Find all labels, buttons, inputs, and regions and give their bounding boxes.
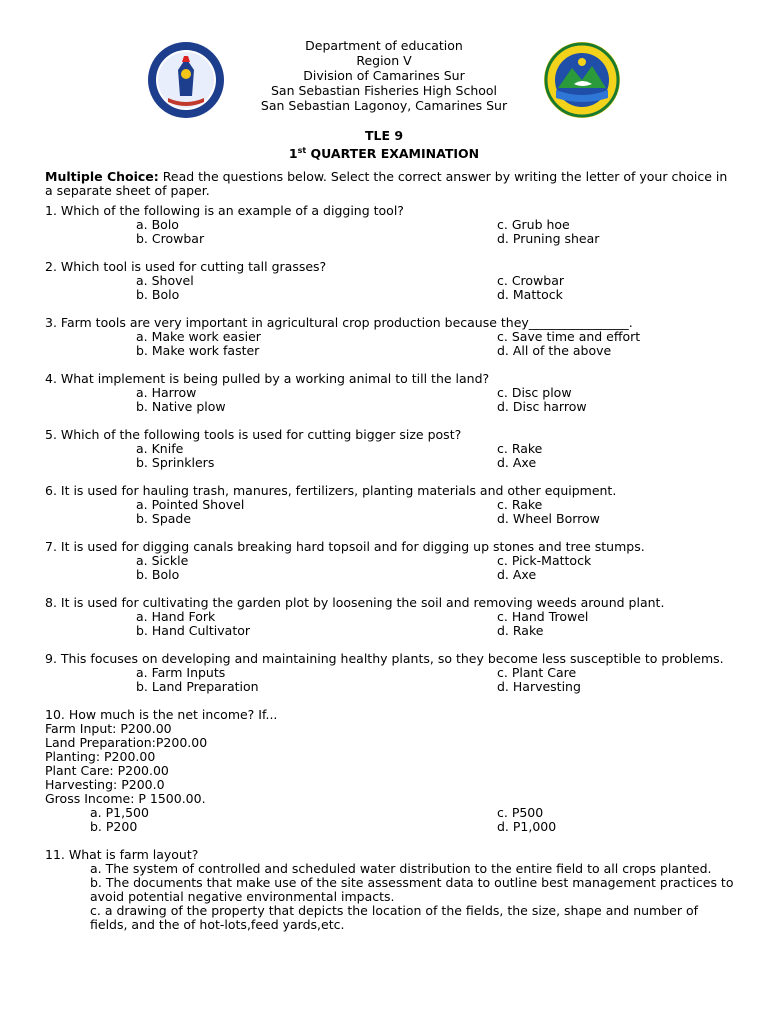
choices (45, 330, 735, 358)
question-8 (45, 596, 735, 638)
choice-b: b. Native plow (136, 399, 226, 414)
question-text: 11. What is farm layout? (45, 847, 199, 862)
subject-title: TLE 9 (364, 128, 404, 143)
question-11 (45, 848, 735, 932)
question-text: 7. It is used for digging canals breaking hard topsoil and for digging up stones and tree stumps. (45, 539, 645, 554)
choice-a: a. Make work easier (136, 329, 261, 344)
choice-b: b. Make work faster (136, 343, 260, 358)
choice-d: d. Mattock (497, 287, 563, 302)
choice-c: c. Disc plow (497, 385, 572, 400)
choice-b: b. The documents that make use of the site assessment data to outline best management practices to avoid potential negative environmental impacts. (90, 875, 734, 904)
choice-d: d. Harvesting (497, 679, 581, 694)
choice-d: d. P1,000 (497, 819, 557, 834)
cost-line: Land Preparation:P200.00 (45, 735, 208, 750)
exam-label: QUARTER EXAMINATION (306, 146, 480, 162)
ordinal-number: 1 (288, 146, 298, 162)
choice-b: b. Spade (136, 511, 192, 526)
choice-a: a. P1,500 (90, 805, 149, 820)
choice-c: c. Pick-Mattock (497, 553, 592, 568)
choices (45, 274, 735, 302)
choice-b: b. Land Preparation (136, 679, 259, 694)
choices (45, 218, 735, 246)
choice-d: d. Pruning shear (497, 231, 600, 246)
choice-b: b. P200 (90, 819, 138, 834)
choices (45, 666, 735, 694)
choice-c: c. a drawing of the property that depicts the location of the fields, the size, shape and number of fields, and the of hot-lots,feed yards,etc. (90, 903, 699, 932)
choice-c: c. P500 (497, 805, 544, 820)
choice-b: b. Bolo (136, 287, 180, 302)
header-line: San Sebastian Lagonoy, Camarines Sur (260, 98, 508, 113)
choice-c: c. Save time and effort (497, 329, 641, 344)
question-7 (45, 540, 735, 582)
question-text: 9. This focuses on developing and maintaining healthy plants, so they become less susceptible to problems. (45, 651, 724, 666)
question-2 (45, 260, 735, 302)
choice-a: a. Shovel (136, 273, 194, 288)
choice-b: b. Hand Cultivator (136, 623, 251, 638)
question-text: 4. What implement is being pulled by a working animal to till the land? (45, 371, 490, 386)
header-line: Division of Camarines Sur (303, 68, 465, 83)
exam-title (0, 128, 768, 161)
choice-a: a. Sickle (136, 553, 189, 568)
choice-b: b. Crowbar (136, 231, 205, 246)
cost-line: Farm Input: P200.00 (45, 721, 172, 736)
choice-c: c. Crowbar (497, 273, 565, 288)
question-text: 3. Farm tools are very important in agricultural crop production because they________________. (45, 315, 633, 330)
question-text: 8. It is used for cultivating the garden plot by loosening the soil and removing weeds around plant. (45, 595, 665, 610)
choices (45, 442, 735, 470)
choice-a: a. Pointed Shovel (136, 497, 245, 512)
choice-a: a. Farm Inputs (136, 665, 226, 680)
choice-c: c. Rake (497, 441, 543, 456)
instructions (45, 170, 735, 198)
choice-d: d. Rake (497, 623, 544, 638)
question-1 (45, 204, 735, 246)
choice-c: c. Hand Trowel (497, 609, 589, 624)
question-5 (45, 428, 735, 470)
cost-line: Plant Care: P200.00 (45, 763, 169, 778)
choice-a: a. The system of controlled and scheduled water distribution to the entire field to all crops planted. (90, 861, 712, 876)
header-line: Department of education (305, 38, 463, 53)
exam-content (45, 170, 735, 932)
choices (45, 386, 735, 414)
question-text: 5. Which of the following tools is used for cutting bigger size post? (45, 427, 462, 442)
choice-c: c. Plant Care (497, 665, 577, 680)
choice-a: a. Knife (136, 441, 184, 456)
question-text: 1. Which of the following is an example of a digging tool? (45, 203, 404, 218)
question-6 (45, 484, 735, 526)
ordinal-suffix: st (297, 146, 307, 155)
choices (45, 610, 735, 638)
choice-d: d. Wheel Borrow (497, 511, 600, 526)
choices (45, 806, 735, 834)
instructions-label: Multiple Choice: (45, 169, 159, 184)
question-9 (45, 652, 735, 694)
instructions-text: Read the questions below. Select the correct answer by writing the letter of your choice in a separate sheet of paper. (45, 169, 728, 198)
question-4 (45, 372, 735, 414)
cost-line: Harvesting: P200.0 (45, 777, 165, 792)
choice-a: a. Harrow (136, 385, 197, 400)
choice-c: c. Grub hoe (497, 217, 570, 232)
cost-line: Planting: P200.00 (45, 749, 156, 764)
question-text: 6. It is used for hauling trash, manures, fertilizers, planting materials and other equipment. (45, 483, 617, 498)
question-text: 10. How much is the net income? If... (45, 707, 278, 722)
choices (45, 554, 735, 582)
choice-b: b. Sprinklers (136, 455, 215, 470)
question-3 (45, 316, 735, 358)
choice-b: b. Bolo (136, 567, 180, 582)
cost-line: Gross Income: P 1500.00. (45, 791, 206, 806)
choice-c: c. Rake (497, 497, 543, 512)
choice-d: d. Disc harrow (497, 399, 587, 414)
choice-a: a. Bolo (136, 217, 179, 232)
choice-a: a. Hand Fork (136, 609, 216, 624)
question-text: 2. Which tool is used for cutting tall grasses? (45, 259, 327, 274)
header-line: Region V (356, 53, 412, 68)
choices (45, 498, 735, 526)
choice-d: d. All of the above (497, 343, 612, 358)
exam-heading (0, 143, 768, 161)
choice-d: d. Axe (497, 567, 537, 582)
choice-d: d. Axe (497, 455, 537, 470)
header-line: San Sebastian Fisheries High School (270, 83, 498, 98)
school-header (0, 38, 768, 113)
question-10 (45, 708, 735, 834)
